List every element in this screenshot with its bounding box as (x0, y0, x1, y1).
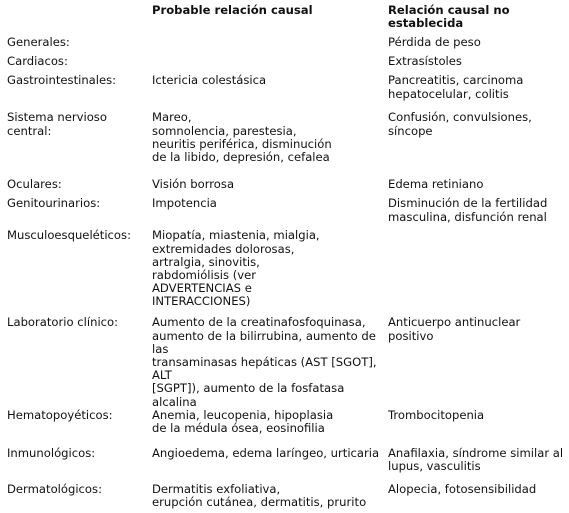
adverse-reactions-table (7, 4, 567, 513)
table-row (7, 178, 567, 197)
table-row (7, 36, 567, 55)
row-not-established: Anafilaxia, síndrome similar al lupus, vasculitis (388, 445, 564, 474)
row-probable: Ictericia colestásica (152, 73, 267, 88)
row-probable: Visión borrosa (152, 177, 235, 192)
row-category: Laboratorio clínico: (7, 315, 119, 330)
row-category: Generales: (7, 35, 70, 50)
row-probable: Impotencia (152, 196, 217, 211)
table-row (7, 316, 567, 408)
table-row (7, 229, 567, 316)
row-not-established: Extrasístoles (388, 54, 462, 69)
row-probable: Mareo, somnolencia, parestesia, neuritis periférica, disminución de la libido, depresión, cefalea (152, 110, 332, 165)
row-category: Sistema nervioso central: (7, 110, 107, 138)
row-not-established: Trombocitopenia (388, 407, 485, 422)
header-category (7, 4, 152, 36)
row-category: Dermatológicos: (7, 481, 102, 496)
row-category: Inmunológicos: (7, 445, 96, 460)
row-category: Genitourinarios: (7, 196, 101, 211)
table-row (7, 483, 567, 513)
row-not-established: Disminución de la fertilidad masculina, disfunción renal (388, 196, 548, 224)
table-header-row (7, 4, 567, 36)
row-not-established: Confusión, convulsiones, síncope (388, 110, 532, 138)
row-category: Cardiacos: (7, 54, 68, 69)
row-not-established: Anticuerpo antinuclear positivo (388, 315, 521, 343)
row-probable: Aumento de la creatinafosfoquinasa, aumento de la bilirrubina, aumento de las transaminasas hepáticas (AST [SGOT], ALT [SGPT]), aumento de la fosfatasa alcalina (152, 315, 377, 409)
table-row (7, 447, 567, 483)
row-category: Gastrointestinales: (7, 73, 117, 88)
header-causal-not-established: Relación causal no establecida (388, 3, 510, 31)
row-not-established: Pérdida de peso (388, 35, 481, 50)
row-not-established: Edema retiniano (388, 177, 484, 192)
row-category: Hematopoyéticos: (7, 407, 113, 422)
row-probable (152, 55, 388, 74)
table-row (7, 55, 567, 74)
row-category: Musculoesqueléticos: (7, 228, 131, 243)
row-probable: Anemia, leucopenia, hipoplasia de la médula ósea, eosinofilia (152, 407, 334, 436)
table-row (7, 111, 567, 178)
table-row (7, 409, 567, 447)
row-probable: Angioedema, edema laríngeo, urticaria (152, 445, 380, 460)
row-category: Oculares: (7, 177, 62, 192)
row-probable (152, 36, 388, 55)
table-row (7, 197, 567, 229)
row-probable: Dermatitis exfoliativa, erupción cutánea, dermatitis, prurito (152, 481, 367, 510)
adverse-reactions-document (7, 4, 567, 513)
table-row (7, 74, 567, 111)
row-not-established (388, 229, 567, 316)
row-probable: Miopatía, miastenia, mialgia, extremidades dolorosas, artralgia, sinovitis, rabdomiólisis (ver ADVERTENCIAS e INTERACCIONES) (152, 228, 320, 309)
row-not-established: Pancreatitis, carcinoma hepatocelular, colitis (388, 73, 524, 101)
header-probable-causal: Probable relación causal (152, 3, 313, 17)
row-not-established: Alopecia, fotosensibilidad (388, 481, 537, 496)
